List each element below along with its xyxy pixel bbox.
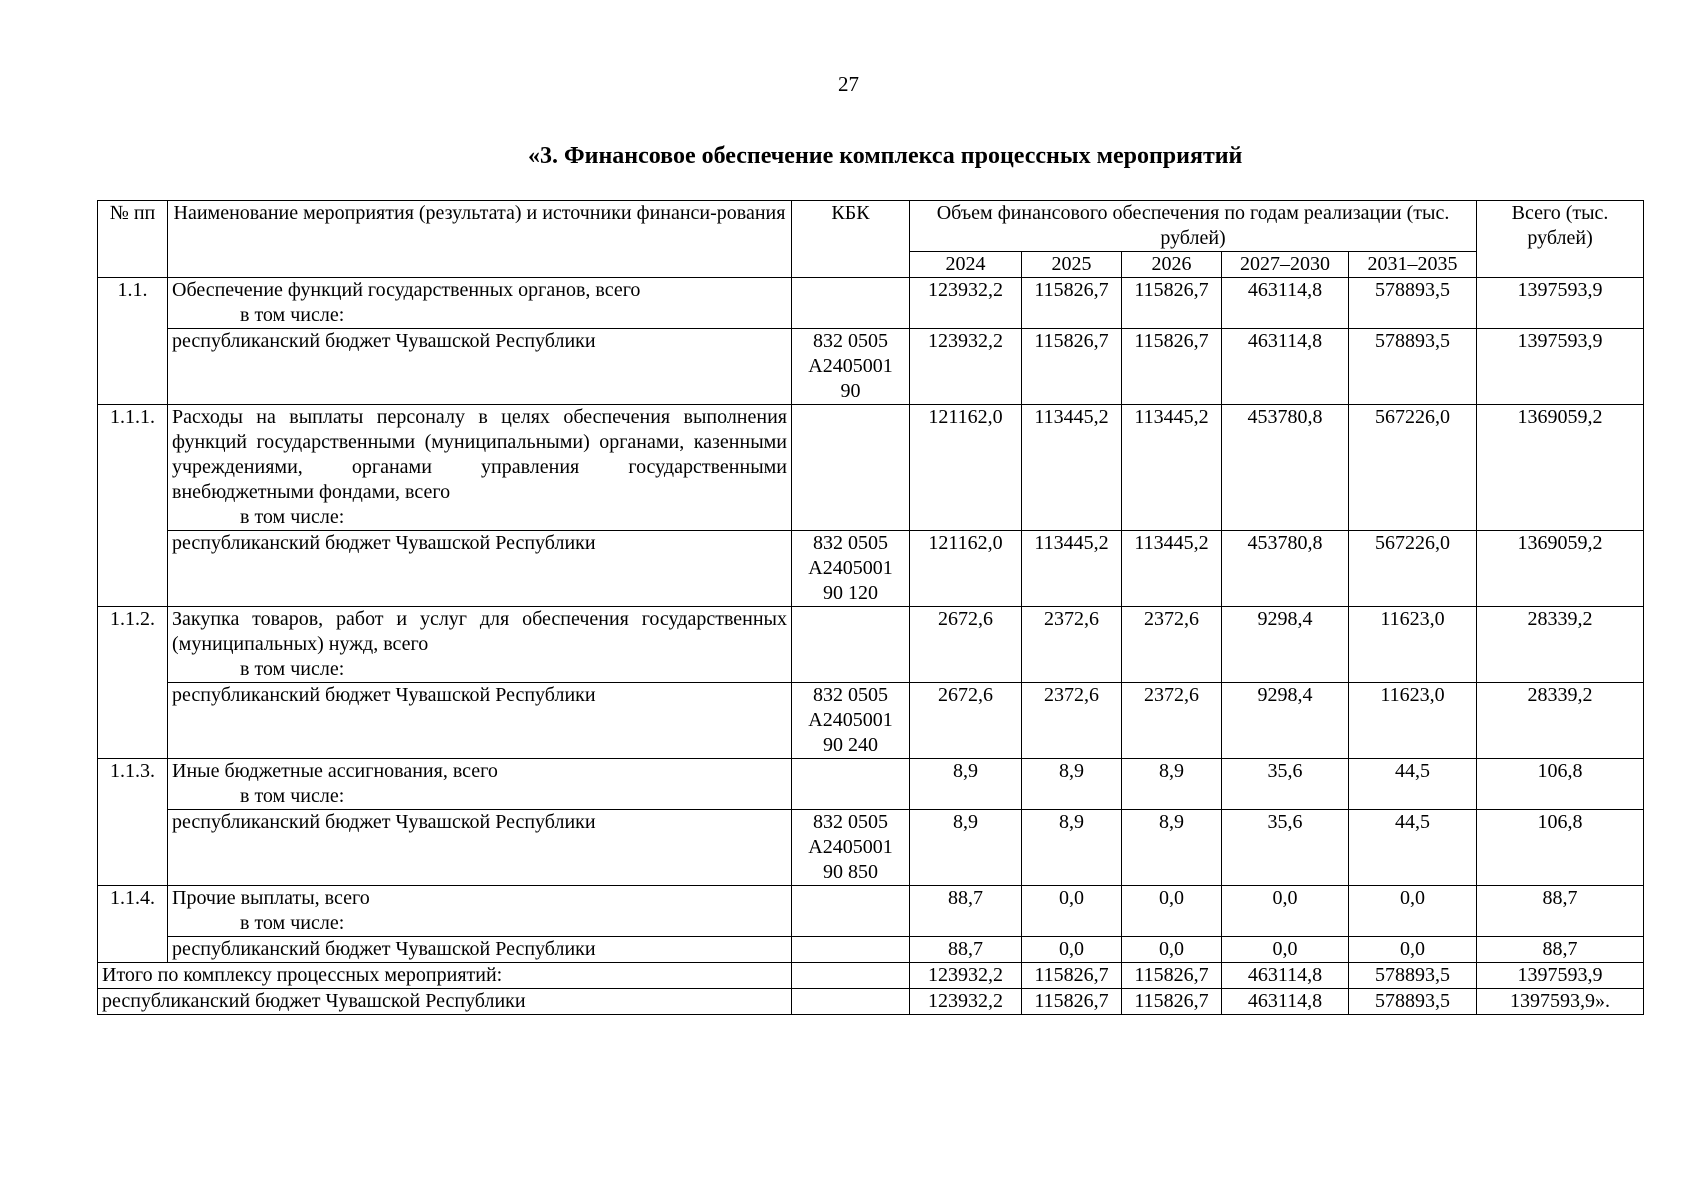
source-name: республиканский бюджет Чувашской Республики bbox=[168, 683, 792, 759]
table-row bbox=[98, 607, 1644, 683]
value-cell: 88,7 bbox=[910, 937, 1022, 963]
activity-name-text: Обеспечение функций государственных органов, всего bbox=[172, 279, 641, 301]
value-cell: 463114,8 bbox=[1222, 989, 1349, 1015]
value-cell: 578893,5 bbox=[1349, 329, 1477, 405]
row-number: 1.1.3. bbox=[98, 759, 168, 886]
section-title: «3. Финансовое обеспечение комплекса процессных мероприятий bbox=[528, 143, 1243, 169]
value-cell: 2372,6 bbox=[1122, 607, 1222, 683]
value-cell: 463114,8 bbox=[1222, 963, 1349, 989]
value-cell: 113445,2 bbox=[1122, 531, 1222, 607]
source-name: республиканский бюджет Чувашской Республики bbox=[168, 937, 792, 963]
value-cell: 28339,2 bbox=[1477, 607, 1644, 683]
source-name: республиканский бюджет Чувашской Республики bbox=[168, 329, 792, 405]
table-row bbox=[98, 810, 1644, 886]
kbk-cell bbox=[792, 329, 910, 405]
value-cell: 123932,2 bbox=[910, 278, 1022, 329]
value-cell: 115826,7 bbox=[1122, 963, 1222, 989]
value-cell: 8,9 bbox=[1122, 810, 1222, 886]
value-cell: 453780,8 bbox=[1222, 405, 1349, 531]
value-cell: 0,0 bbox=[1349, 886, 1477, 937]
value-cell: 578893,5 bbox=[1349, 963, 1477, 989]
total-row bbox=[98, 963, 1644, 989]
header-year: 2026 bbox=[1122, 252, 1222, 278]
kbk-line: 832 0505 bbox=[813, 532, 888, 554]
value-cell: 113445,2 bbox=[1122, 405, 1222, 531]
table-row bbox=[98, 937, 1644, 963]
kbk-line: А2405001 bbox=[808, 557, 893, 579]
activity-name bbox=[168, 759, 792, 810]
kbk-cell bbox=[792, 278, 910, 329]
value-cell: 115826,7 bbox=[1022, 278, 1122, 329]
activity-name bbox=[168, 278, 792, 329]
value-cell: 11623,0 bbox=[1349, 607, 1477, 683]
value-cell: 1369059,2 bbox=[1477, 531, 1644, 607]
value-cell: 28339,2 bbox=[1477, 683, 1644, 759]
value-cell: 0,0 bbox=[1222, 937, 1349, 963]
row-number: 1.1.4. bbox=[98, 886, 168, 963]
in-total-label: в том числе: bbox=[240, 912, 345, 934]
value-cell: 8,9 bbox=[1022, 810, 1122, 886]
header-name: Наименование мероприятия (результата) и источники финанси-рования bbox=[168, 201, 792, 278]
kbk-line: 832 0505 bbox=[813, 684, 888, 706]
value-cell: 9298,4 bbox=[1222, 607, 1349, 683]
value-cell: 88,7 bbox=[1477, 937, 1644, 963]
activity-name-text: Прочие выплаты, всего bbox=[172, 887, 370, 909]
value-cell: 0,0 bbox=[1222, 886, 1349, 937]
value-cell: 2672,6 bbox=[910, 607, 1022, 683]
row-number: 1.1.1. bbox=[98, 405, 168, 607]
table-row bbox=[98, 531, 1644, 607]
activity-name-text: Расходы на выплаты персоналу в целях обеспечения выполнения функций государственными (муниципальными) органами, казенными учреждениями, органами управления государственными внебюджетными фондами, всего bbox=[172, 406, 787, 503]
value-cell: 8,9 bbox=[910, 810, 1022, 886]
value-cell: 44,5 bbox=[1349, 759, 1477, 810]
value-cell: 123932,2 bbox=[910, 989, 1022, 1015]
activity-name-text: Закупка товаров, работ и услуг для обеспечения государственных (муниципальных) нужд, всего bbox=[172, 608, 787, 655]
kbk-line: А2405001 bbox=[808, 355, 893, 377]
table-row bbox=[98, 683, 1644, 759]
value-cell: 578893,5 bbox=[1349, 989, 1477, 1015]
value-cell: 115826,7 bbox=[1022, 963, 1122, 989]
kbk-cell bbox=[792, 886, 910, 937]
table-body bbox=[98, 278, 1644, 1015]
header-kbk: КБК bbox=[792, 201, 910, 278]
value-cell: 113445,2 bbox=[1022, 531, 1122, 607]
table-row bbox=[98, 329, 1644, 405]
header-year: 2025 bbox=[1022, 252, 1122, 278]
kbk-cell bbox=[792, 683, 910, 759]
value-cell: 2372,6 bbox=[1122, 683, 1222, 759]
kbk-line: 832 0505 bbox=[813, 811, 888, 833]
kbk-cell bbox=[792, 810, 910, 886]
value-cell: 2372,6 bbox=[1022, 607, 1122, 683]
kbk-line: 832 0505 bbox=[813, 330, 888, 352]
value-cell: 567226,0 bbox=[1349, 405, 1477, 531]
total-label: Итого по комплексу процессных мероприятий: bbox=[98, 963, 792, 989]
header-total: Всего (тыс. рублей) bbox=[1477, 201, 1644, 278]
kbk-line: 90 120 bbox=[823, 582, 878, 604]
kbk-cell bbox=[792, 607, 910, 683]
value-cell: 8,9 bbox=[910, 759, 1022, 810]
activity-name bbox=[168, 886, 792, 937]
value-cell: 115826,7 bbox=[1122, 989, 1222, 1015]
header-no: № пп bbox=[98, 201, 168, 278]
value-cell: 44,5 bbox=[1349, 810, 1477, 886]
value-cell: 115826,7 bbox=[1022, 989, 1122, 1015]
row-number: 1.1.2. bbox=[98, 607, 168, 759]
value-cell: 123932,2 bbox=[910, 329, 1022, 405]
kbk-cell bbox=[792, 759, 910, 810]
row-number: 1.1. bbox=[98, 278, 168, 405]
value-cell: 0,0 bbox=[1022, 937, 1122, 963]
value-cell: 0,0 bbox=[1122, 937, 1222, 963]
total-row bbox=[98, 989, 1644, 1015]
in-total-label: в том числе: bbox=[240, 506, 345, 528]
value-cell: 35,6 bbox=[1222, 759, 1349, 810]
value-cell: 115826,7 bbox=[1122, 329, 1222, 405]
value-cell: 567226,0 bbox=[1349, 531, 1477, 607]
source-name: республиканский бюджет Чувашской Республики bbox=[168, 531, 792, 607]
value-cell: 578893,5 bbox=[1349, 278, 1477, 329]
value-cell: 115826,7 bbox=[1022, 329, 1122, 405]
kbk-line: А2405001 bbox=[808, 709, 893, 731]
kbk-cell bbox=[792, 531, 910, 607]
value-cell: 2672,6 bbox=[910, 683, 1022, 759]
value-cell: 0,0 bbox=[1022, 886, 1122, 937]
activity-name bbox=[168, 607, 792, 683]
value-cell: 115826,7 bbox=[1122, 278, 1222, 329]
value-cell: 88,7 bbox=[1477, 886, 1644, 937]
in-total-label: в том числе: bbox=[240, 785, 345, 807]
value-cell: 9298,4 bbox=[1222, 683, 1349, 759]
source-name: республиканский бюджет Чувашской Республики bbox=[168, 810, 792, 886]
value-cell: 113445,2 bbox=[1022, 405, 1122, 531]
value-cell: 88,7 bbox=[910, 886, 1022, 937]
value-cell: 35,6 bbox=[1222, 810, 1349, 886]
value-cell: 463114,8 bbox=[1222, 329, 1349, 405]
activity-name-text: Иные бюджетные ассигнования, всего bbox=[172, 760, 498, 782]
header-year: 2031–2035 bbox=[1349, 252, 1477, 278]
kbk-cell bbox=[792, 989, 910, 1015]
value-cell: 106,8 bbox=[1477, 810, 1644, 886]
value-cell: 1369059,2 bbox=[1477, 405, 1644, 531]
kbk-line: А2405001 bbox=[808, 836, 893, 858]
in-total-label: в том числе: bbox=[240, 658, 345, 680]
kbk-cell bbox=[792, 937, 910, 963]
table-row bbox=[98, 886, 1644, 937]
activity-name bbox=[168, 405, 792, 531]
value-cell: 11623,0 bbox=[1349, 683, 1477, 759]
value-cell: 8,9 bbox=[1122, 759, 1222, 810]
value-cell: 2372,6 bbox=[1022, 683, 1122, 759]
value-cell: 1397593,9 bbox=[1477, 963, 1644, 989]
kbk-line: 90 bbox=[840, 380, 861, 402]
value-cell: 453780,8 bbox=[1222, 531, 1349, 607]
value-cell: 121162,0 bbox=[910, 405, 1022, 531]
value-cell: 0,0 bbox=[1349, 937, 1477, 963]
page-number: 27 bbox=[838, 72, 859, 96]
value-cell: 123932,2 bbox=[910, 963, 1022, 989]
table-row bbox=[98, 405, 1644, 531]
header-year: 2027–2030 bbox=[1222, 252, 1349, 278]
table-row bbox=[98, 759, 1644, 810]
kbk-line: 90 240 bbox=[823, 734, 878, 756]
financing-table bbox=[97, 200, 1644, 1015]
in-total-label: в том числе: bbox=[240, 304, 345, 326]
value-cell: 8,9 bbox=[1022, 759, 1122, 810]
value-cell: 0,0 bbox=[1122, 886, 1222, 937]
kbk-line: 90 850 bbox=[823, 861, 878, 883]
header-year: 2024 bbox=[910, 252, 1022, 278]
value-cell: 1397593,9 bbox=[1477, 329, 1644, 405]
total-label: республиканский бюджет Чувашской Республики bbox=[98, 989, 792, 1015]
kbk-cell bbox=[792, 405, 910, 531]
value-cell: 463114,8 bbox=[1222, 278, 1349, 329]
value-cell: 106,8 bbox=[1477, 759, 1644, 810]
value-cell: 1397593,9 bbox=[1477, 278, 1644, 329]
value-cell: 121162,0 bbox=[910, 531, 1022, 607]
value-cell: 1397593,9». bbox=[1477, 989, 1644, 1015]
header-volume: Объем финансового обеспечения по годам реализации (тыс. рублей) bbox=[910, 201, 1477, 252]
table-row bbox=[98, 278, 1644, 329]
kbk-cell bbox=[792, 963, 910, 989]
